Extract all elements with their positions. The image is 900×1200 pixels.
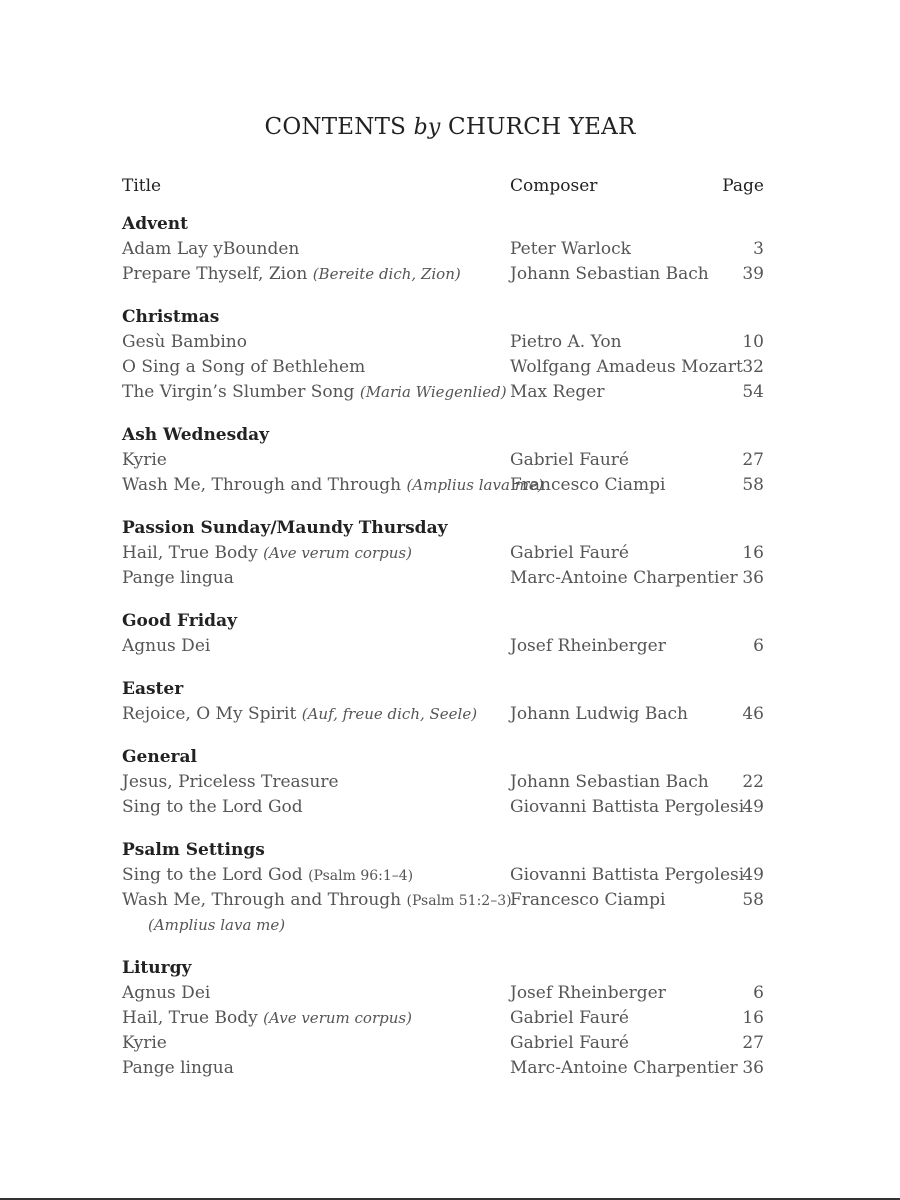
item-alt-title: (Amplius lava me) xyxy=(148,916,286,934)
item-page-number: 16 xyxy=(742,1008,764,1028)
item-page-number: 27 xyxy=(742,450,764,470)
column-header-composer: Composer xyxy=(510,176,598,196)
item-composer: Max Reger xyxy=(510,382,605,402)
item-page-number: 36 xyxy=(742,1058,764,1078)
item-composer: Gabriel Fauré xyxy=(510,1033,629,1053)
item-composer: Josef Rheinberger xyxy=(510,636,666,656)
list-item[interactable] xyxy=(122,566,764,591)
item-title xyxy=(122,541,412,566)
item-alt-title: (Ave verum corpus) xyxy=(263,1009,412,1027)
list-item[interactable] xyxy=(122,981,764,1006)
item-title-text: Sing to the Lord God xyxy=(122,865,303,885)
list-item[interactable] xyxy=(122,863,764,888)
item-title xyxy=(122,770,339,795)
section-heading: Liturgy xyxy=(122,958,192,978)
list-item[interactable] xyxy=(122,237,764,262)
item-psalm-ref: (Psalm 51:2–3) xyxy=(406,893,512,909)
item-title-text: Hail, True Body xyxy=(122,543,258,563)
item-title-text: Kyrie xyxy=(122,1033,167,1053)
item-composer: Giovanni Battista Pergolesi xyxy=(510,797,745,817)
item-title-text: Jesus, Priceless Treasure xyxy=(122,772,339,792)
section-heading: Christmas xyxy=(122,307,220,327)
list-item[interactable] xyxy=(122,262,764,287)
list-item[interactable] xyxy=(122,795,764,820)
item-page-number: 32 xyxy=(742,357,764,377)
item-page-number: 3 xyxy=(753,239,764,259)
item-page-number: 16 xyxy=(742,543,764,563)
item-page-number: 39 xyxy=(742,264,764,284)
section xyxy=(122,212,764,287)
list-item[interactable] xyxy=(122,888,764,938)
item-composer: Giovanni Battista Pergolesi xyxy=(510,865,745,885)
title-by: by xyxy=(413,115,441,140)
section-heading: General xyxy=(122,747,197,767)
section-heading: Good Friday xyxy=(122,611,237,631)
item-composer: Gabriel Fauré xyxy=(510,543,629,563)
item-title xyxy=(122,1006,412,1031)
item-title-text: O Sing a Song of Bethlehem xyxy=(122,357,366,377)
item-title-text: Prepare Thyself, Zion xyxy=(122,264,308,284)
item-composer: Marc-Antoine Charpentier xyxy=(510,1058,738,1078)
section-heading: Advent xyxy=(122,214,188,234)
item-page-number: 46 xyxy=(742,704,764,724)
item-title-text: Agnus Dei xyxy=(122,983,211,1003)
item-title-text: Agnus Dei xyxy=(122,636,211,656)
section xyxy=(122,838,764,938)
item-title xyxy=(122,981,210,1006)
item-title-text: Hail, True Body xyxy=(122,1008,258,1028)
section-heading: Passion Sunday/Maundy Thursday xyxy=(122,518,448,538)
item-title xyxy=(122,863,413,889)
list-item[interactable] xyxy=(122,634,764,659)
item-title-text: Sing to the Lord God xyxy=(122,797,303,817)
item-alt-title: (Amplius lava me) xyxy=(406,476,544,494)
section-heading: Easter xyxy=(122,679,184,699)
item-title xyxy=(122,262,461,287)
column-header-page: Page xyxy=(722,176,764,196)
list-item[interactable] xyxy=(122,541,764,566)
item-title xyxy=(122,380,507,405)
item-title xyxy=(122,237,299,262)
section-heading: Psalm Settings xyxy=(122,840,265,860)
column-header-title: Title xyxy=(122,176,162,196)
item-title-text: Kyrie xyxy=(122,450,167,470)
title-prefix: CONTENTS xyxy=(264,114,407,140)
item-composer: Gabriel Fauré xyxy=(510,450,629,470)
item-title xyxy=(122,1031,167,1056)
section-heading: Ash Wednesday xyxy=(122,425,269,445)
list-item[interactable] xyxy=(122,330,764,355)
item-page-number: 49 xyxy=(742,797,764,817)
item-alt-title: (Maria Wiegenlied) xyxy=(359,383,507,401)
item-page-number: 36 xyxy=(742,568,764,588)
item-title xyxy=(122,634,210,659)
section xyxy=(122,609,764,659)
item-page-number: 54 xyxy=(742,382,764,402)
item-title xyxy=(122,355,365,380)
item-page-number: 10 xyxy=(742,332,764,352)
section xyxy=(122,516,764,591)
list-item[interactable] xyxy=(122,355,764,380)
item-title xyxy=(122,702,477,727)
section xyxy=(122,677,764,727)
item-title xyxy=(122,795,303,820)
item-title-text: Pange lingua xyxy=(122,1058,234,1078)
item-title xyxy=(122,566,234,591)
item-composer: Wolfgang Amadeus Mozart xyxy=(510,357,743,377)
list-item[interactable] xyxy=(122,770,764,795)
item-title xyxy=(122,448,167,473)
title-suffix: CHURCH YEAR xyxy=(448,114,636,140)
item-composer: Peter Warlock xyxy=(510,239,631,259)
item-composer: Pietro A. Yon xyxy=(510,332,622,352)
item-title-text: Gesù Bambino xyxy=(122,332,247,352)
section xyxy=(122,305,764,405)
section xyxy=(122,956,764,1081)
item-composer: Francesco Ciampi xyxy=(510,475,666,495)
item-page-number: 22 xyxy=(742,772,764,792)
list-item[interactable] xyxy=(122,1056,764,1081)
contents-list xyxy=(122,212,764,1099)
item-composer: Gabriel Fauré xyxy=(510,1008,629,1028)
item-page-number: 6 xyxy=(753,636,764,656)
item-title xyxy=(122,888,512,914)
item-title-text: Wash Me, Through and Through xyxy=(122,890,402,910)
item-title-text: The Virgin’s Slumber Song xyxy=(122,382,355,402)
item-title xyxy=(122,1056,234,1081)
item-title-text: Wash Me, Through and Through xyxy=(122,475,402,495)
item-page-number: 6 xyxy=(753,983,764,1003)
item-composer: Johann Sebastian Bach xyxy=(510,772,709,792)
list-item[interactable] xyxy=(122,702,764,727)
item-alt-title: (Bereite dich, Zion) xyxy=(312,265,461,283)
item-title-text: Adam Lay yBounden xyxy=(122,239,300,259)
item-title-text: Pange lingua xyxy=(122,568,234,588)
list-item[interactable] xyxy=(122,1006,764,1031)
item-psalm-ref: (Psalm 96:1–4) xyxy=(308,868,414,884)
item-title xyxy=(122,330,247,355)
item-composer: Johann Ludwig Bach xyxy=(510,704,688,724)
item-page-number: 49 xyxy=(742,865,764,885)
item-page-number: 58 xyxy=(742,475,764,495)
item-composer: Francesco Ciampi xyxy=(510,890,666,910)
item-alt-title: (Ave verum corpus) xyxy=(263,544,412,562)
list-item[interactable] xyxy=(122,380,764,405)
item-page-number: 58 xyxy=(742,890,764,910)
list-item[interactable] xyxy=(122,473,764,498)
section xyxy=(122,423,764,498)
item-composer: Johann Sebastian Bach xyxy=(510,264,709,284)
item-page-number: 27 xyxy=(742,1033,764,1053)
item-title-text: Rejoice, O My Spirit xyxy=(122,704,297,724)
item-composer: Josef Rheinberger xyxy=(510,983,666,1003)
item-composer: Marc-Antoine Charpentier xyxy=(510,568,738,588)
list-item[interactable] xyxy=(122,448,764,473)
item-alt-title: (Auf, freue dich, Seele) xyxy=(301,705,478,723)
section xyxy=(122,745,764,820)
list-item[interactable] xyxy=(122,1031,764,1056)
item-title xyxy=(122,473,544,498)
page-title xyxy=(0,114,900,140)
